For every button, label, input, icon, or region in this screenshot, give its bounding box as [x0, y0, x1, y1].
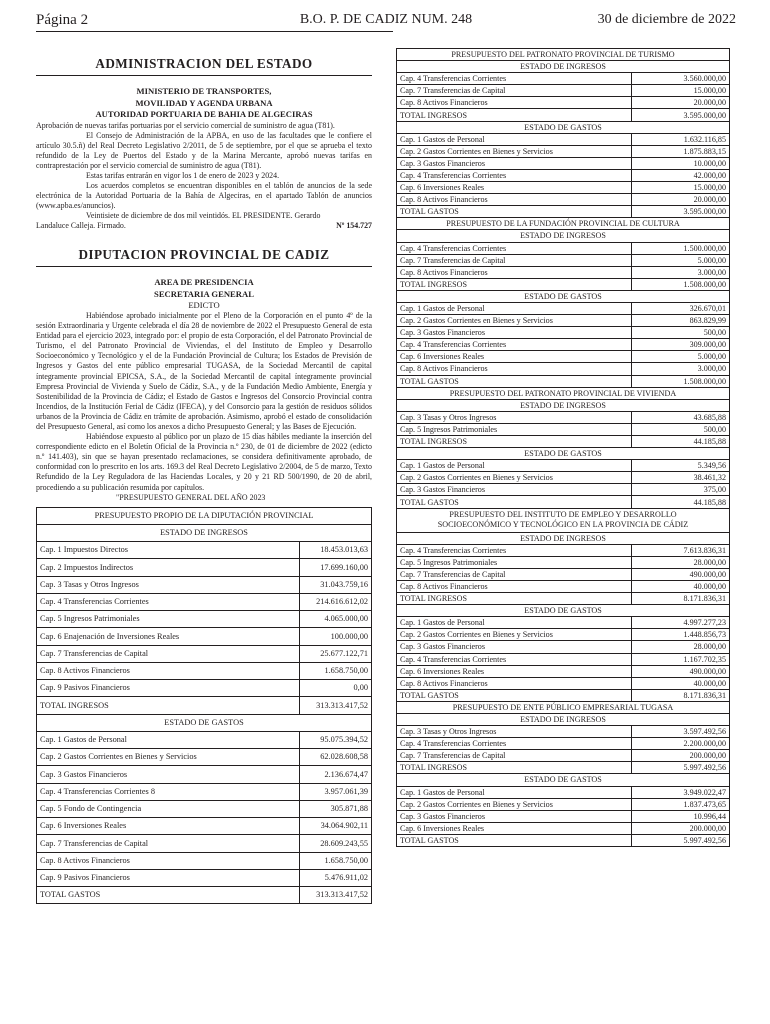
- table-row: [397, 254, 730, 266]
- row-label: TOTAL INGRESOS: [397, 593, 632, 605]
- table-row: [397, 206, 730, 218]
- row-amount: 500,00: [632, 423, 730, 435]
- ministry-heading-1: MINISTERIO DE TRANSPORTES,: [136, 86, 272, 96]
- paragraph: Los acuerdos completos se encuentran disponibles en el tablón de anuncios de la sede electrónica de la Autoridad Portuaria de la Bahía de Algeciras, en el apartado Tablón de anuncios (www.apba.es/anuncios).: [36, 181, 372, 211]
- table-row: [37, 835, 372, 852]
- secretaria-heading: SECRETARIA GENERAL: [154, 288, 254, 299]
- table-row: [37, 818, 372, 835]
- row-amount: 200.000,00: [632, 750, 730, 762]
- row-label: Cap. 6 Inversiones Reales: [397, 822, 632, 834]
- row-label: Cap. 7 Transferencias de Capital: [37, 835, 300, 852]
- row-label: Cap. 8 Activos Financieros: [397, 580, 632, 592]
- row-amount: 214.616.612,02: [300, 593, 372, 610]
- row-amount: 326.670,01: [632, 302, 730, 314]
- table-row: [397, 834, 730, 846]
- area-heading: AREA DE PRESIDENCIA: [154, 277, 254, 288]
- row-amount: 44.185,88: [632, 436, 730, 448]
- row-label: TOTAL INGRESOS: [397, 278, 632, 290]
- row-label: TOTAL INGRESOS: [397, 762, 632, 774]
- table-row: [37, 887, 372, 904]
- row-amount: 40.000,00: [632, 677, 730, 689]
- port-authority-heading: AUTORIDAD PORTUARIA DE BAHIA DE ALGECIRAS: [95, 109, 313, 119]
- table-row: [397, 339, 730, 351]
- header-rule: [36, 31, 393, 32]
- row-amount: 7.613.836,31: [632, 544, 730, 556]
- row-label: Cap. 1 Gastos de Personal: [397, 133, 632, 145]
- row-label: Cap. 8 Activos Financieros: [37, 852, 300, 869]
- table-row: [397, 133, 730, 145]
- table-row: [397, 423, 730, 435]
- row-label: Cap. 6 Enajenación de Inversiones Reales: [37, 628, 300, 645]
- table-subhead: ESTADO DE GASTOS: [397, 605, 730, 617]
- row-amount: 28.000,00: [632, 556, 730, 568]
- table-row: [397, 145, 730, 157]
- row-amount: 1.448.856,73: [632, 629, 730, 641]
- table-row: [37, 869, 372, 886]
- row-label: TOTAL INGRESOS: [397, 436, 632, 448]
- row-amount: 5.000,00: [632, 351, 730, 363]
- row-label: Cap. 5 Ingresos Patrimoniales: [397, 556, 632, 568]
- table-subhead: ESTADO DE GASTOS: [397, 121, 730, 133]
- table-row: [397, 73, 730, 85]
- row-label: Cap. 2 Gastos Corrientes en Bienes y Servicios: [397, 472, 632, 484]
- signatory: Landaluce Calleja. Firmado.: [36, 221, 126, 231]
- paragraph: Habiéndose aprobado inicialmente por el Pleno de la Corporación en el punto 4º de la sesión Extraordinaria y Urgente celebrada el día 28 de noviembre de 2022 el Presupuesto General de esta Entidad para el ejercicio 2023, integrado por: el propio de esta Corporación, el del Patronato Provincial de Turismo, el del Patronato Provincial de Viviendas, el del Instituto de Empleo y Desarrollo Socioeconómico y Tecnológico y el de la Fundación Provincial de Cultura; los Estados de Previsión de Ingresos y Gastos del ente público empresarial TUGASA, de la Sociedad Mercantil de capital íntegramente provincial EPICSA, S.A., de la Sociedad Mercantil de capital íntegramente provincial Empresa Provincial de Vivienda y Suelo de Cádiz, S.A., y de la Fundación Medio Ambiente, Energía y Sostenibilidad de la Provincia de Cádiz; el Estado de Gastos e Ingresos del Consorcio Provincial contra Incendios, de la Institución Ferial de Cádiz (IFECA), y del Consorcio para la gestión de residuos sólidos urbanos de la Provincia de Cádiz en trámite de aprobación. Asimismo, aprobó el estado de consolidación del Presupuesto General, así como los anexos a dicho Presupuesto General; y las Bases de Ejecución.: [36, 310, 372, 431]
- table-subhead: ESTADO DE INGRESOS: [397, 532, 730, 544]
- row-label: Cap. 3 Tasas y Otros Ingresos: [397, 411, 632, 423]
- row-label: Cap. 6 Inversiones Reales: [397, 665, 632, 677]
- row-amount: 4.997.277,23: [632, 617, 730, 629]
- table-title: PRESUPUESTO DEL PATRONATO PROVINCIAL DE VIVIENDA: [397, 387, 730, 399]
- table-row: [37, 749, 372, 766]
- paragraph: El Consejo de Administración de la APBA, en uso de las facultades que le confiere el artículo 30.5.ñ) del Real Decreto Legislativo 2/2011, de 5 de septiembre, por el que se aprueba el texto refundido de la Ley de Puertos del Estado y de la Marina Mercante, aprobó nuevas tarifas en contraprestación por el servicio comercial de suministro de agua (T81).: [36, 130, 372, 170]
- table-subhead: ESTADO DE INGRESOS: [397, 61, 730, 73]
- row-label: Cap. 5 Ingresos Patrimoniales: [397, 423, 632, 435]
- row-label: Cap. 5 Ingresos Patrimoniales: [37, 611, 300, 628]
- row-amount: 17.699.160,00: [300, 559, 372, 576]
- row-label: Cap. 4 Transferencias Corrientes 8: [37, 783, 300, 800]
- paragraph: Aprobación de nuevas tarifas portuarias por el servicio comercial de suministro de agua (T81).: [36, 120, 335, 130]
- row-label: Cap. 5 Fondo de Contingencia: [37, 800, 300, 817]
- budget-table-diputacion: [36, 507, 372, 905]
- row-amount: 1.508.000,00: [632, 375, 730, 387]
- row-amount: 1.632.116,85: [632, 133, 730, 145]
- row-amount: 3.957.061,39: [300, 783, 372, 800]
- row-amount: 8.171.836,31: [632, 689, 730, 701]
- table-subhead: ESTADO DE GASTOS: [397, 774, 730, 786]
- table-row: [397, 653, 730, 665]
- row-amount: 3.595.000,00: [632, 109, 730, 121]
- row-amount: 200.000,00: [632, 822, 730, 834]
- table-row: [37, 680, 372, 697]
- row-amount: 5.997.492,56: [632, 834, 730, 846]
- table-row: [37, 628, 372, 645]
- row-amount: 1.500.000,00: [632, 242, 730, 254]
- row-label: Cap. 9 Pasivos Financieros: [37, 680, 300, 697]
- row-amount: 313.313.417,52: [300, 697, 372, 714]
- table-row: [397, 593, 730, 605]
- row-amount: 490.000,00: [632, 568, 730, 580]
- row-label: Cap. 2 Gastos Corrientes en Bienes y Servicios: [397, 315, 632, 327]
- row-amount: 375,00: [632, 484, 730, 496]
- table-row: [37, 852, 372, 869]
- budget-table-turismo: [396, 48, 730, 847]
- table-row: [397, 109, 730, 121]
- row-amount: 1.658.750,00: [300, 662, 372, 679]
- row-amount: 3.597.492,56: [632, 726, 730, 738]
- row-label: Cap. 8 Activos Financieros: [397, 194, 632, 206]
- table-row: [37, 731, 372, 748]
- table-row: [37, 542, 372, 559]
- row-label: Cap. 8 Activos Financieros: [397, 97, 632, 109]
- table-row: [37, 576, 372, 593]
- row-label: Cap. 2 Gastos Corrientes en Bienes y Servicios: [37, 749, 300, 766]
- row-amount: 3.949.022,47: [632, 786, 730, 798]
- row-label: TOTAL GASTOS: [397, 496, 632, 508]
- row-label: Cap. 1 Gastos de Personal: [397, 786, 632, 798]
- row-amount: 42.000,00: [632, 169, 730, 181]
- row-amount: 18.453.013,63: [300, 542, 372, 559]
- row-label: Cap. 4 Transferencias Corrientes: [397, 169, 632, 181]
- row-label: TOTAL GASTOS: [397, 375, 632, 387]
- table-title: PRESUPUESTO PROPIO DE LA DIPUTACIÓN PROVINCIAL: [37, 507, 372, 524]
- paragraph: Habiéndose expuesto al público por un plazo de 15 días hábiles mediante la inserción del correspondiente edicto en el Boletín Oficial de la Provincia n.º 230, de 01 de diciembre de 2022 (edicto n.º 141.403), sin que se hayan presentado reclamaciones, se considera definitivamente aprobado, de conformidad con lo prescrito en los arts. 169.3 del Real Decreto Legislativo 2/2004, de 5 de marzo, Texto Refundido de la Ley Reguladora de las Haciendas Locales, y 20 y 21 RD 500/1990, de 20 de abril, procediendo a su publicación resumida por capítulos.: [36, 432, 372, 492]
- row-label: Cap. 2 Gastos Corrientes en Bienes y Servicios: [397, 629, 632, 641]
- table-title: PRESUPUESTO DE LA FUNDACIÓN PROVINCIAL DE CULTURA: [397, 218, 730, 230]
- row-amount: 309.000,00: [632, 339, 730, 351]
- row-label: Cap. 4 Transferencias Corrientes: [397, 73, 632, 85]
- table-row: [37, 593, 372, 610]
- row-amount: 95.075.394,52: [300, 731, 372, 748]
- row-amount: 5.997.492,56: [632, 762, 730, 774]
- table-subhead: ESTADO DE INGRESOS: [37, 524, 372, 541]
- announcement-number: Nº 154.727: [336, 221, 372, 231]
- row-label: Cap. 3 Gastos Financieros: [397, 327, 632, 339]
- row-label: Cap. 8 Activos Financieros: [397, 363, 632, 375]
- table-row: [397, 617, 730, 629]
- row-label: TOTAL INGRESOS: [397, 109, 632, 121]
- row-label: Cap. 3 Tasas y Otros Ingresos: [37, 576, 300, 593]
- row-amount: 5.476.911,02: [300, 869, 372, 886]
- page-header: [36, 10, 736, 32]
- row-label: Cap. 1 Impuestos Directos: [37, 542, 300, 559]
- row-amount: 31.043.759,16: [300, 576, 372, 593]
- row-label: Cap. 6 Inversiones Reales: [397, 182, 632, 194]
- row-label: TOTAL GASTOS: [397, 206, 632, 218]
- row-amount: 8.171.836,31: [632, 593, 730, 605]
- row-label: Cap. 8 Activos Financieros: [37, 662, 300, 679]
- row-label: TOTAL INGRESOS: [37, 697, 300, 714]
- row-label: Cap. 7 Transferencias de Capital: [397, 85, 632, 97]
- paragraph: "PRESUPUESTO GENERAL DEL AÑO 2023: [116, 492, 266, 502]
- signature-line: [36, 221, 372, 231]
- row-label: Cap. 3 Gastos Financieros: [37, 766, 300, 783]
- table-row: [37, 697, 372, 714]
- row-amount: 490.000,00: [632, 665, 730, 677]
- ministry-heading-2: MOVILIDAD Y AGENDA URBANA: [135, 97, 273, 108]
- row-amount: 15.000,00: [632, 182, 730, 194]
- table-row: [397, 460, 730, 472]
- row-amount: 20.000,00: [632, 97, 730, 109]
- row-label: Cap. 3 Gastos Financieros: [397, 484, 632, 496]
- row-label: Cap. 4 Transferencias Corrientes: [37, 593, 300, 610]
- row-label: Cap. 3 Gastos Financieros: [397, 641, 632, 653]
- row-amount: 2.200.000,00: [632, 738, 730, 750]
- row-label: TOTAL GASTOS: [37, 887, 300, 904]
- table-row: [397, 726, 730, 738]
- table-row: [397, 182, 730, 194]
- row-label: Cap. 1 Gastos de Personal: [397, 302, 632, 314]
- table-row: [397, 266, 730, 278]
- row-amount: 1.167.702,35: [632, 653, 730, 665]
- row-amount: 3.000,00: [632, 266, 730, 278]
- table-row: [397, 363, 730, 375]
- row-amount: 34.064.902,11: [300, 818, 372, 835]
- row-amount: 40.000,00: [632, 580, 730, 592]
- row-amount: 10.996,44: [632, 810, 730, 822]
- table-row: [37, 611, 372, 628]
- row-label: Cap. 4 Transferencias Corrientes: [397, 738, 632, 750]
- table-row: [397, 278, 730, 290]
- table-row: [397, 327, 730, 339]
- row-amount: 500,00: [632, 327, 730, 339]
- table-row: [397, 157, 730, 169]
- table-row: [37, 662, 372, 679]
- row-label: Cap. 8 Activos Financieros: [397, 677, 632, 689]
- row-label: Cap. 6 Inversiones Reales: [37, 818, 300, 835]
- row-label: Cap. 4 Transferencias Corrientes: [397, 339, 632, 351]
- table-subhead: ESTADO DE GASTOS: [397, 290, 730, 302]
- row-amount: 44.185,88: [632, 496, 730, 508]
- row-amount: 15.000,00: [632, 85, 730, 97]
- row-label: TOTAL GASTOS: [397, 689, 632, 701]
- row-amount: 25.677.122,71: [300, 645, 372, 662]
- row-amount: 3.000,00: [632, 363, 730, 375]
- table-row: [397, 750, 730, 762]
- row-amount: 1.875.883,15: [632, 145, 730, 157]
- table-row: [397, 629, 730, 641]
- row-label: Cap. 3 Gastos Financieros: [397, 157, 632, 169]
- row-label: Cap. 3 Gastos Financieros: [397, 810, 632, 822]
- table-title: PRESUPUESTO DEL PATRONATO PROVINCIAL DE TURISMO: [397, 49, 730, 61]
- row-label: Cap. 1 Gastos de Personal: [37, 731, 300, 748]
- table-row: [397, 665, 730, 677]
- table-row: [397, 472, 730, 484]
- table-row: [37, 559, 372, 576]
- row-amount: 100.000,00: [300, 628, 372, 645]
- table-row: [397, 641, 730, 653]
- table-row: [397, 351, 730, 363]
- table-title: PRESUPUESTO DE ENTE PÚBLICO EMPRESARIAL TUGASA: [397, 701, 730, 713]
- row-label: Cap. 1 Gastos de Personal: [397, 617, 632, 629]
- table-subhead: ESTADO DE INGRESOS: [397, 399, 730, 411]
- table-row: [397, 315, 730, 327]
- table-row: [397, 810, 730, 822]
- table-row: [397, 762, 730, 774]
- row-amount: 5.349,56: [632, 460, 730, 472]
- table-title-line: PRESUPUESTO DEL INSTITUTO DE EMPLEO Y DESARROLLO: [449, 510, 677, 520]
- section-title-diputacion: DIPUTACION PROVINCIAL DE CADIZ: [36, 237, 372, 267]
- row-amount: 28.000,00: [632, 641, 730, 653]
- row-label: Cap. 6 Inversiones Reales: [397, 351, 632, 363]
- table-row: [397, 411, 730, 423]
- table-subhead: ESTADO DE INGRESOS: [397, 713, 730, 725]
- table-row: [397, 544, 730, 556]
- row-amount: 43.685,88: [632, 411, 730, 423]
- row-label: Cap. 2 Gastos Corrientes en Bienes y Servicios: [397, 145, 632, 157]
- row-label: Cap. 7 Transferencias de Capital: [397, 750, 632, 762]
- section-title-administracion: ADMINISTRACION DEL ESTADO: [36, 40, 372, 76]
- row-amount: 1.658.750,00: [300, 852, 372, 869]
- left-column: [36, 40, 372, 904]
- table-subhead: ESTADO DE GASTOS: [397, 448, 730, 460]
- row-label: TOTAL GASTOS: [397, 834, 632, 846]
- table-row: [397, 689, 730, 701]
- row-amount: 863.829,99: [632, 315, 730, 327]
- table-title-line: SOCIOECONÓMICO Y TECNOLÓGICO EN LA PROVINCIA DE CÁDIZ: [437, 520, 689, 530]
- table-row: [397, 484, 730, 496]
- row-label: Cap. 4 Transferencias Corrientes: [397, 653, 632, 665]
- row-amount: 1.508.000,00: [632, 278, 730, 290]
- row-label: Cap. 4 Transferencias Corrientes: [397, 242, 632, 254]
- table-row: [397, 798, 730, 810]
- bulletin-date: 30 de diciembre de 2022: [597, 12, 736, 27]
- row-label: Cap. 7 Transferencias de Capital: [37, 645, 300, 662]
- table-row: [397, 580, 730, 592]
- row-amount: 20.000,00: [632, 194, 730, 206]
- table-row: [397, 496, 730, 508]
- row-amount: 28.609.243,55: [300, 835, 372, 852]
- table-row: [397, 822, 730, 834]
- table-row: [37, 766, 372, 783]
- table-row: [397, 738, 730, 750]
- row-amount: 4.065.000,00: [300, 611, 372, 628]
- table-row: [397, 568, 730, 580]
- table-row: [397, 302, 730, 314]
- right-column: [396, 48, 730, 847]
- table-row: [397, 194, 730, 206]
- paragraph: Estas tarifas entrarán en vigor los 1 de enero de 2023 y 2024.: [86, 170, 280, 180]
- table-row: [37, 800, 372, 817]
- paragraph: Veintisiete de diciembre de dos mil veintidós. EL PRESIDENTE. Gerardo: [86, 211, 321, 221]
- table-row: [397, 85, 730, 97]
- row-amount: 62.028.608,58: [300, 749, 372, 766]
- edicto-heading: EDICTO: [188, 300, 220, 311]
- table-row: [397, 786, 730, 798]
- table-row: [397, 436, 730, 448]
- table-row: [397, 375, 730, 387]
- row-label: Cap. 8 Activos Financieros: [397, 266, 632, 278]
- row-label: Cap. 4 Transferencias Corrientes: [397, 544, 632, 556]
- table-row: [37, 645, 372, 662]
- table-row: [397, 242, 730, 254]
- table-row: [37, 783, 372, 800]
- row-amount: 2.136.674,47: [300, 766, 372, 783]
- row-label: Cap. 1 Gastos de Personal: [397, 460, 632, 472]
- row-amount: 10.000,00: [632, 157, 730, 169]
- row-amount: 38.461,32: [632, 472, 730, 484]
- row-amount: 3.595.000,00: [632, 206, 730, 218]
- table-row: [397, 169, 730, 181]
- page-number: Página 2: [36, 12, 89, 28]
- bulletin-name: B.O. P. DE CADIZ NUM. 248: [299, 12, 473, 27]
- table-subhead: ESTADO DE GASTOS: [37, 714, 372, 731]
- row-amount: 5.000,00: [632, 254, 730, 266]
- table-row: [397, 97, 730, 109]
- table-title: [397, 508, 730, 532]
- row-label: Cap. 2 Impuestos Indirectos: [37, 559, 300, 576]
- row-amount: 305.871,88: [300, 800, 372, 817]
- row-label: Cap. 2 Gastos Corrientes en Bienes y Servicios: [397, 798, 632, 810]
- row-amount: 3.560.000,00: [632, 73, 730, 85]
- table-row: [397, 556, 730, 568]
- table-row: [397, 677, 730, 689]
- row-amount: 313.313.417,52: [300, 887, 372, 904]
- row-label: Cap. 9 Pasivos Financieros: [37, 869, 300, 886]
- row-label: Cap. 7 Transferencias de Capital: [397, 254, 632, 266]
- row-label: Cap. 3 Tasas y Otros Ingresos: [397, 726, 632, 738]
- table-subhead: ESTADO DE INGRESOS: [397, 230, 730, 242]
- row-label: Cap. 7 Transferencias de Capital: [397, 568, 632, 580]
- row-amount: 1.837.473,65: [632, 798, 730, 810]
- row-amount: 0,00: [300, 680, 372, 697]
